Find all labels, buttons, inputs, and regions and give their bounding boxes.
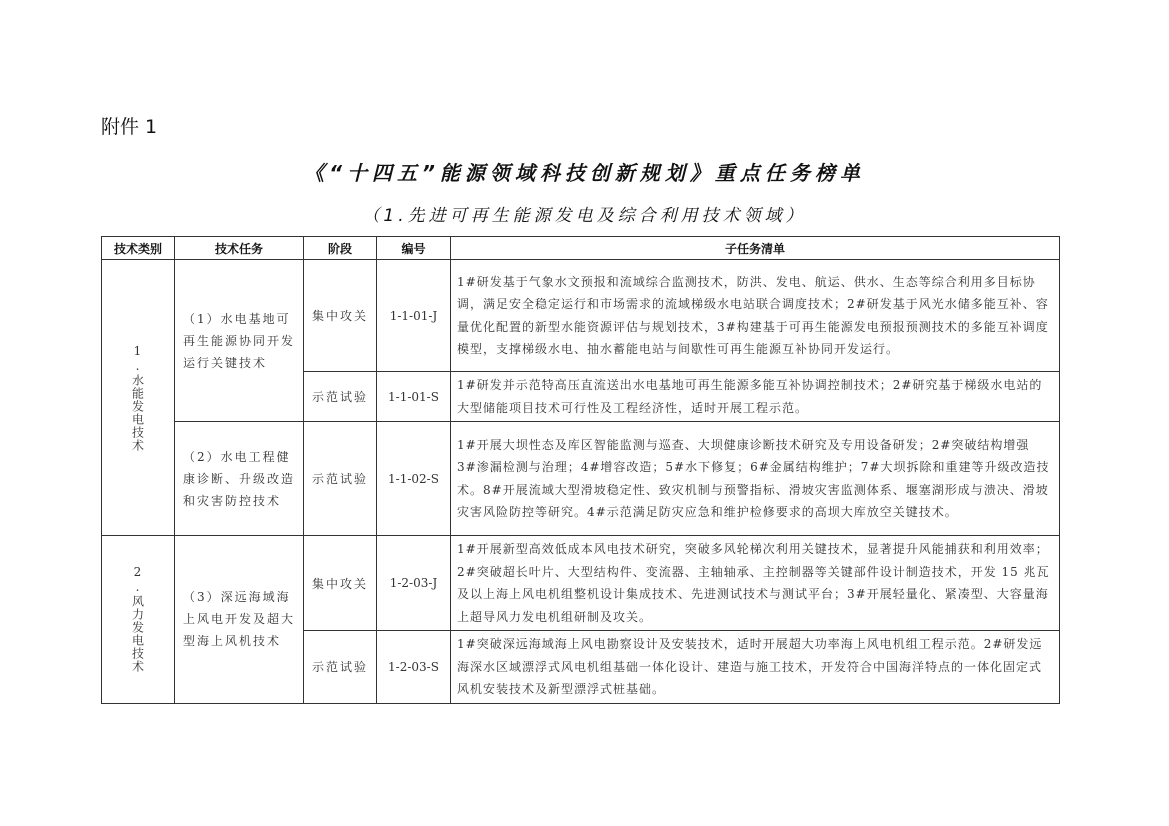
code-cell: 1-2-03-S [377, 631, 451, 704]
stage-cell: 示范试验 [304, 422, 377, 536]
table-header-row [102, 237, 1060, 260]
stage-cell: 示范试验 [304, 372, 377, 422]
column-header-subtasks: 子任务清单 [451, 237, 1060, 260]
category-label: 1.水能发电技术 [130, 343, 145, 452]
table-row [102, 422, 1060, 536]
attachment-label: 附件 1 [101, 116, 158, 138]
subtasks-cell: 1#开展大坝性态及库区智能监测与巡查、大坝健康诊断技术研究及专用设备研发；2#突破结构增强 3#渗漏检测与治理；4#增容改造；5#水下修复；6#金属结构维护；7#大坝拆除和重建等升级改造技术。8#开展流域大型滑坡稳定性、致灾机制与预警指标、滑坡灾害监测体系、堰塞湖形成与溃决、滑坡灾害风险防控等研究。4#示范满足防灾应急和维护检修要求的高坝大库放空关键技术。 [451, 422, 1060, 536]
code-cell: 1-1-02-S [377, 422, 451, 536]
task-name-cell: （3）深远海域海上风电开发及超大型海上风机技术 [175, 536, 304, 704]
code-cell: 1-1-01-S [377, 372, 451, 422]
table-row [102, 260, 1060, 372]
document-subtitle: （1.先进可再生能源发电及综合利用技术领域） [362, 206, 807, 226]
column-header-code: 编号 [377, 237, 451, 260]
category-label: 2.风力发电技术 [130, 565, 145, 674]
subtasks-cell: 1#研发并示范特高压直流送出水电基地可再生能源多能互补协调控制技术；2#研究基于梯级水电站的大型储能项目技术可行性及工程经济性，适时开展工程示范。 [451, 372, 1060, 422]
category-cell [102, 536, 175, 704]
task-name-cell: （2）水电工程健康诊断、升级改造和灾害防控技术 [175, 422, 304, 536]
code-cell: 1-2-03-J [377, 536, 451, 631]
table-row [102, 536, 1060, 631]
task-name-cell: （1）水电基地可再生能源协同开发运行关键技术 [175, 260, 304, 422]
task-list-table [101, 236, 1060, 704]
document-title: 《“十四五”能源领域科技创新规划》重点任务榜单 [304, 161, 865, 185]
code-cell: 1-1-01-J [377, 260, 451, 372]
column-header-category: 技术类别 [102, 237, 175, 260]
subtasks-cell: 1#研发基于气象水文预报和流域综合监测技术，防洪、发电、航运、供水、生态等综合利用多目标协调，满足安全稳定运行和市场需求的流域梯级水电站联合调度技术；2#研发基于风光水储多能互补、容量优化配置的新型水能资源评估与规划技术，3#构建基于可再生能源发电预报预测技术的多能互补调度模型，支撑梯级水电、抽水蓄能电站与间歇性可再生能源互补协同开发运行。 [451, 260, 1060, 372]
stage-cell: 示范试验 [304, 631, 377, 704]
subtasks-cell: 1#开展新型高效低成本风电技术研究，突破多风轮梯次利用关键技术，显著提升风能捕获和利用效率；2#突破超长叶片、大型结构件、变流器、主轴轴承、主控制器等关键部件设计制造技术，开发 15 兆瓦及以上海上风电机组整机设计集成技术、先进测试技术与测试平台；3#开展轻量化、紧凑型、大容量海上超导风力发电机组研制及攻关。 [451, 536, 1060, 631]
category-cell [102, 260, 175, 536]
stage-cell: 集中攻关 [304, 536, 377, 631]
stage-cell: 集中攻关 [304, 260, 377, 372]
column-header-task: 技术任务 [175, 237, 304, 260]
subtasks-cell: 1#突破深远海域海上风电勘察设计及安装技术，适时开展超大功率海上风电机组工程示范。2#研发远海深水区域漂浮式风电机组基础一体化设计、建造与施工技术，开发符合中国海洋特点的一体化固定式风机安装技术及新型漂浮式桩基础。 [451, 631, 1060, 704]
column-header-stage: 阶段 [304, 237, 377, 260]
